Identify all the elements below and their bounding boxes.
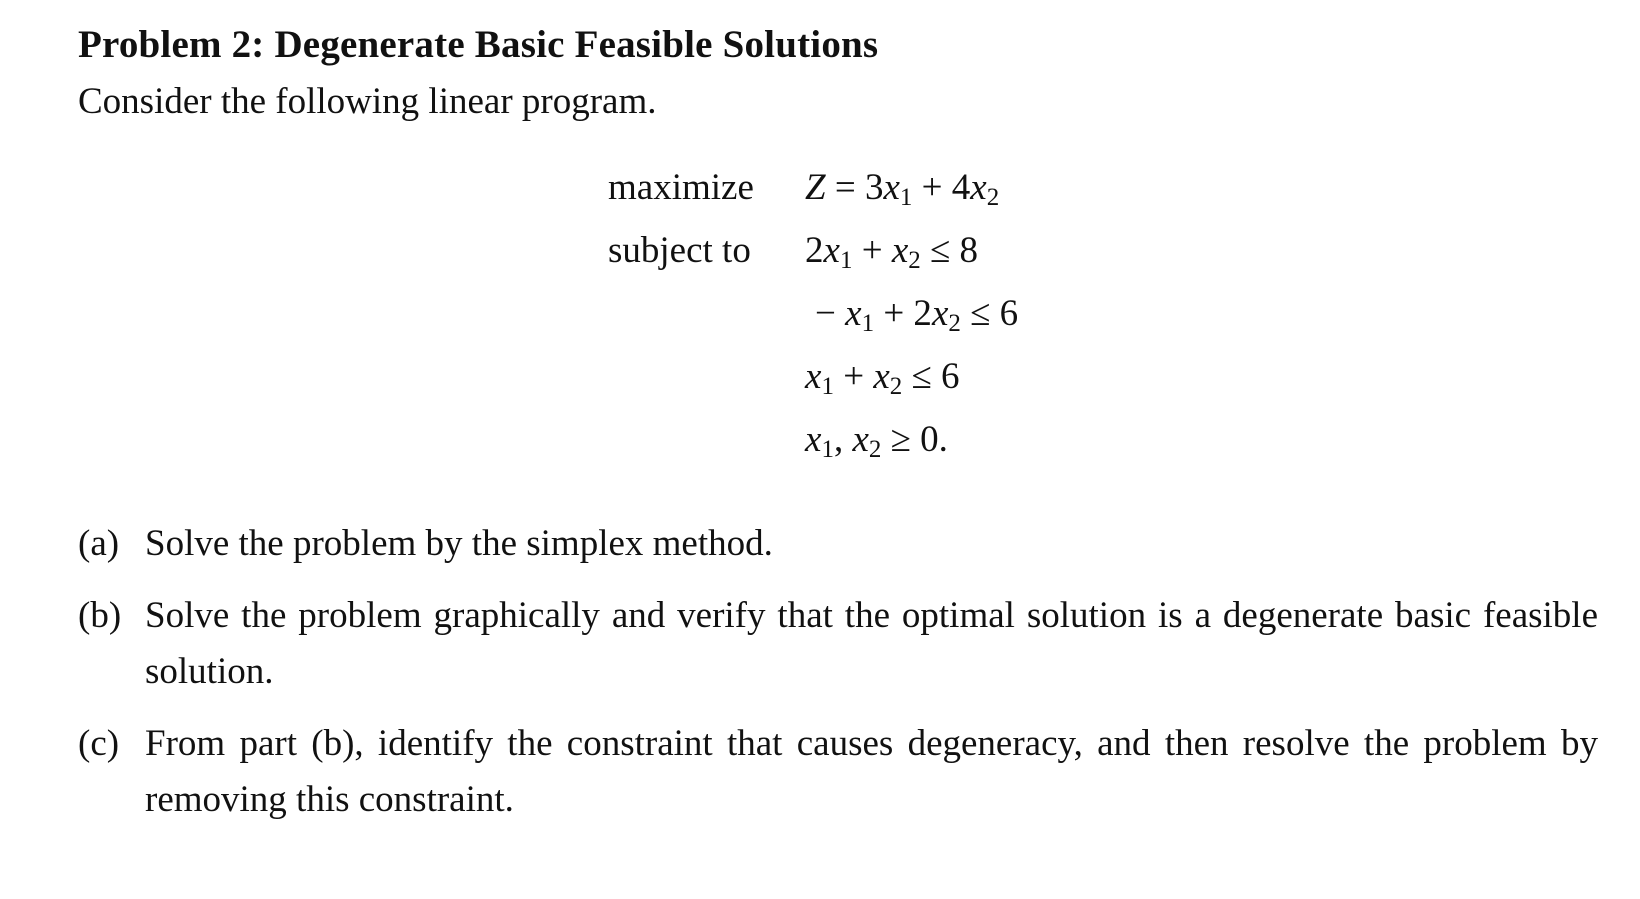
objective-label: maximize <box>608 167 754 208</box>
part-text: From part (b), identify the constraint that causes degeneracy, and then resolve the problem by removing this constraint. <box>145 723 1598 820</box>
constraint-label: subject to <box>608 230 751 271</box>
constraint-3: $x_1 + x_2 \le 6$ <box>805 356 960 400</box>
constraint-1: $2x_1 + x_2 \le 8$ <box>805 230 979 274</box>
part-marker: (c) <box>78 723 120 764</box>
part-marker: (b) <box>78 595 122 636</box>
part-b <box>78 588 1598 700</box>
part-marker: (a) <box>78 523 120 564</box>
part-c <box>78 716 1598 828</box>
part-a <box>78 516 1598 572</box>
part-text: Solve the problem by the simplex method. <box>145 523 773 564</box>
nonnegativity-constraint: $x_1$, $x_2 \ge 0$. <box>805 419 948 463</box>
objective-function: $Z = 3x_1 + 4x_2$ <box>805 167 1000 211</box>
problem-title: Problem 2: Degenerate Basic Feasible Solutions <box>78 23 879 66</box>
part-text: Solve the problem graphically and verify that the optimal solution is a degenerate basic feasible solution. <box>145 595 1598 692</box>
problem-intro: Consider the following linear program. <box>78 81 657 122</box>
constraint-2: − $x_1 + 2x_2 \le 6$ <box>815 293 1019 337</box>
